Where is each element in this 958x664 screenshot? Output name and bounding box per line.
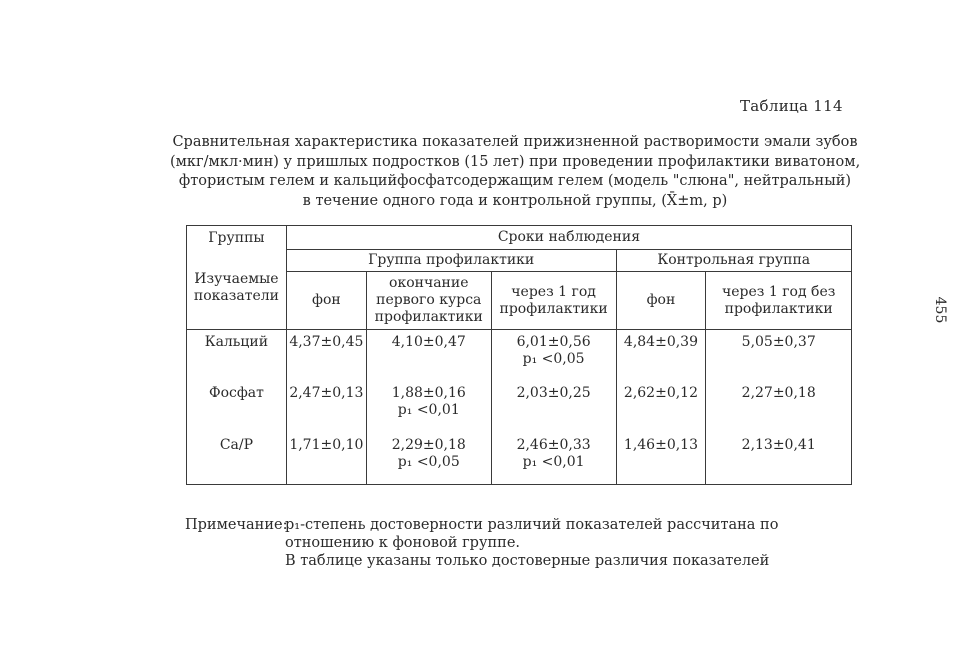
table-row xyxy=(187,381,852,432)
table-cell xyxy=(286,433,366,485)
table-cell xyxy=(616,330,706,382)
table-cell xyxy=(366,330,491,382)
table-row xyxy=(187,433,852,485)
cell-p-value: p₁ <0,01 xyxy=(522,453,585,470)
cell-value: 1,71±0,10 xyxy=(289,436,364,453)
caption-line: фтористым гелем и кальцийфосфатсодержащим гелем (модель "слюна", нейтральный) xyxy=(178,173,852,189)
groups-indicators-header xyxy=(187,226,287,330)
note-text: В таблице указаны только достоверные различия показателей xyxy=(285,553,770,569)
table-cell xyxy=(706,433,852,485)
cell-value: 2,27±0,18 xyxy=(741,385,816,402)
page-number: 455 xyxy=(932,296,948,324)
control-group-header: Контрольная группа xyxy=(616,250,851,272)
table-cell xyxy=(706,330,852,382)
column-header: через 1 год профилактики xyxy=(491,272,616,330)
note-label: Примечание: xyxy=(185,517,288,533)
groups-label: Группы xyxy=(208,230,265,246)
cell-value: 2,29±0,18 xyxy=(391,436,466,453)
cell-value: 1,46±0,13 xyxy=(623,436,698,453)
periods-header: Сроки наблюдения xyxy=(286,226,851,250)
table-caption xyxy=(170,133,860,211)
column-header: фон xyxy=(286,272,366,330)
table-cell xyxy=(491,330,616,382)
cell-value: 4,10±0,47 xyxy=(391,334,466,350)
cell-p-value: p₁ <0,05 xyxy=(522,351,585,367)
table-cell xyxy=(616,381,706,432)
column-header: фон xyxy=(616,272,706,330)
cell-value: 2,13±0,41 xyxy=(741,436,816,453)
table-cell xyxy=(616,433,706,485)
caption-line: (мкг/мкл·мин) у пришлых подростков (15 лет) при проведении профилактики виватоном, xyxy=(170,153,861,170)
cell-value: 2,47±0,13 xyxy=(289,385,364,402)
table-cell xyxy=(366,433,491,485)
table-cell xyxy=(366,381,491,432)
indicators-label: Изучаемые показатели xyxy=(193,271,279,304)
row-label: Ca/P xyxy=(187,433,287,485)
cell-value: 4,84±0,39 xyxy=(623,334,698,350)
table-cell xyxy=(491,433,616,485)
data-table xyxy=(186,225,852,485)
cell-value: 2,03±0,25 xyxy=(516,385,591,402)
column-header: через 1 год без профилактики xyxy=(706,272,852,330)
cell-value: 2,46±0,33 xyxy=(516,436,591,453)
prophylaxis-group-header: Группа профилактики xyxy=(286,250,616,272)
cell-p-value: p₁ <0,01 xyxy=(397,402,460,419)
table-row xyxy=(187,330,852,382)
note-text: p₁-степень достоверности различий показателей рассчитана по отношению к фоновой группе. xyxy=(285,517,779,551)
table-cell xyxy=(286,330,366,382)
table-cell xyxy=(286,381,366,432)
cell-value: 2,62±0,12 xyxy=(623,385,698,402)
table-note xyxy=(185,516,865,570)
row-label: Фосфат xyxy=(187,381,287,432)
caption-line: в течение одного года и контрольной группы, (X̄±m, p) xyxy=(302,192,728,209)
cell-value: 6,01±0,56 xyxy=(516,334,591,350)
caption-line: Сравнительная характеристика показателей прижизненной растворимости эмали зубов xyxy=(172,134,858,150)
row-label: Кальций xyxy=(187,330,287,382)
table-number: Таблица 114 xyxy=(740,97,843,115)
cell-p-value: p₁ <0,05 xyxy=(397,453,460,470)
cell-value: 5,05±0,37 xyxy=(741,334,816,350)
cell-value: 4,37±0,45 xyxy=(289,334,364,350)
column-header: окончание первого курса профилактики xyxy=(366,272,491,330)
table-cell xyxy=(706,381,852,432)
table-cell xyxy=(491,381,616,432)
cell-value: 1,88±0,16 xyxy=(391,385,466,402)
